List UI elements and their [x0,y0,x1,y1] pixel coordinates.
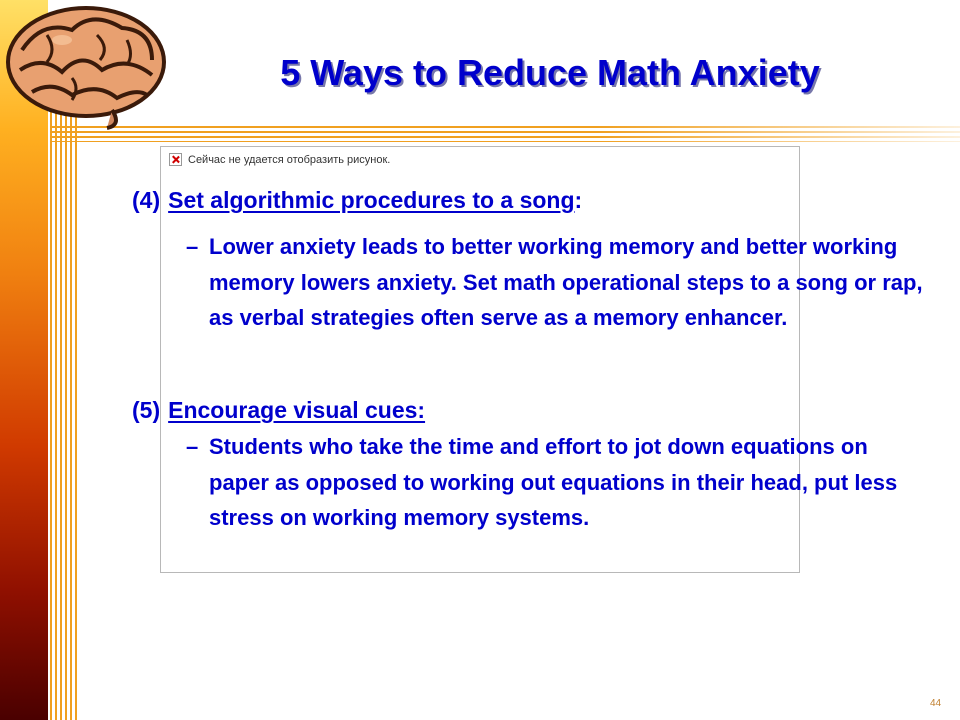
decorative-vertical-lines [50,90,78,720]
section-4-text: Lower anxiety leads to better working memory and better working memory lowers anxiety. Set math operational steps to a song or rap, as verbal strategies often serve as a memory enhancer. [209,234,923,330]
section-4-suffix: : [574,187,583,213]
section-5-text: Students who take the time and effort to jot down equations on paper as opposed to working out equations in their head, put less stress on working memory systems. [209,434,898,530]
section-4-heading [132,187,582,214]
brain-icon [2,0,170,130]
page-title: 5 Ways to Reduce Math Anxiety [280,52,820,93]
bullet-dash: – [186,234,199,259]
section-5-number: (5) [132,397,161,423]
section-5-bullet [186,429,929,536]
broken-image-text: Сейчас не удается отобразить рисунок. [188,153,391,166]
broken-image-notice [169,153,390,166]
section-4-number: (4) [132,187,161,213]
section-5-heading [132,397,425,424]
decorative-lines-fade [52,126,960,142]
broken-image-icon [169,153,182,166]
bullet-dash: – [186,434,199,459]
section-5-title: Encourage visual cues: [168,397,426,423]
section-4-title: Set algorithmic procedures to a song [168,187,575,213]
page-number: 44 [930,698,942,709]
section-4-bullet [186,229,929,336]
